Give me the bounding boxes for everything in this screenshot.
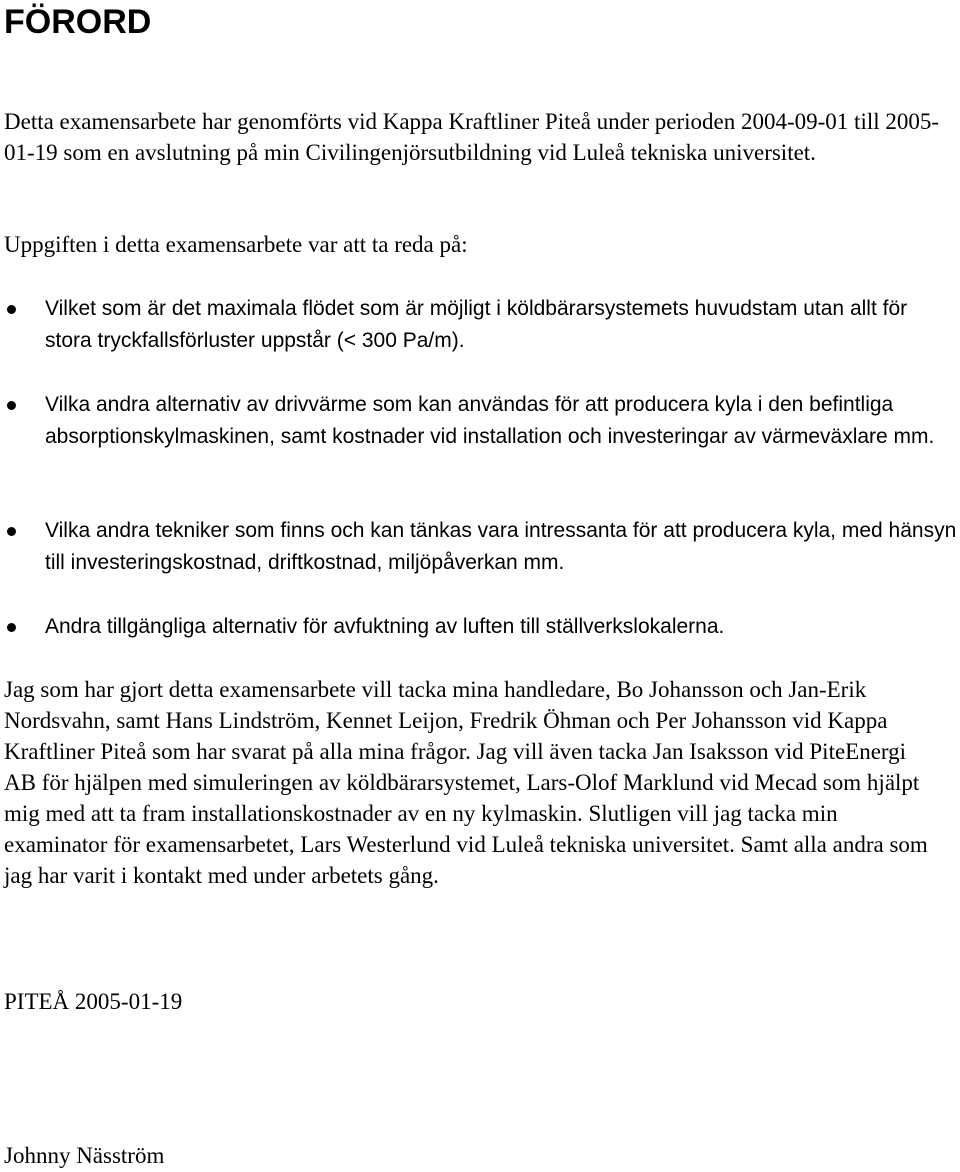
task-intro-paragraph: Uppgiften i detta examensarbete var att ta reda på:	[4, 232, 468, 257]
bullet-icon	[7, 305, 16, 314]
bullet-icon	[7, 527, 16, 536]
page-title: FÖRORD	[4, 3, 152, 41]
bullet-icon	[7, 623, 16, 632]
bullet-icon	[7, 401, 16, 410]
author-name: Johnny Näsström	[4, 1143, 165, 1168]
list-item-text: Vilket som är det maximala flödet som är möjligt i köldbärarsystemets huvudstam utan allt för stora tryckfallsförluster uppstår (< 300 Pa/m).	[45, 297, 908, 352]
place-date: PITEÅ 2005-01-19	[4, 989, 183, 1014]
acknowledgements-paragraph: Jag som har gjort detta examensarbete vill tacka mina handledare, Bo Johansson och Jan-Erik Nordsvahn, samt Hans Lindström, Kennet Leijon, Fredrik Öhman och Per Johansson vid Kappa Kraftliner Piteå som har svarat på alla mina frågor. Jag vill även tacka Jan Isaksson vid PiteEnergi AB för hjälpen med simuleringen av köldbärarsystemet, Lars-Olof Marklund vid Mecad som hjälpt mig med att ta fram installationskostnader av en ny kylmaskin. Slutligen vill jag tacka min examinator för examensarbetet, Lars Westerlund vid Luleå tekniska universitet. Samt alla andra som jag har varit i kontakt med under arbetets gång.	[4, 677, 928, 888]
list-item-text: Andra tillgängliga alternativ för avfuktning av luften till ställverkslokalerna.	[45, 615, 725, 638]
list-item-text: Vilka andra tekniker som finns och kan tänkas vara intressanta för att producera kyla, med hänsyn till investeringskostnad, driftkostnad, miljöpåverkan mm.	[45, 519, 957, 574]
list-item-text: Vilka andra alternativ av drivvärme som kan användas för att producera kyla i den befintliga absorptionskylmaskinen, samt kostnader vid installation och investeringar av värmeväxlare mm.	[45, 393, 935, 448]
intro-paragraph: Detta examensarbete har genomförts vid Kappa Kraftliner Piteå under perioden 2004-09-01 till 2005-01-19 som en avslutning på min Civilingenjörsutbildning vid Luleå tekniska universitet.	[4, 109, 940, 165]
